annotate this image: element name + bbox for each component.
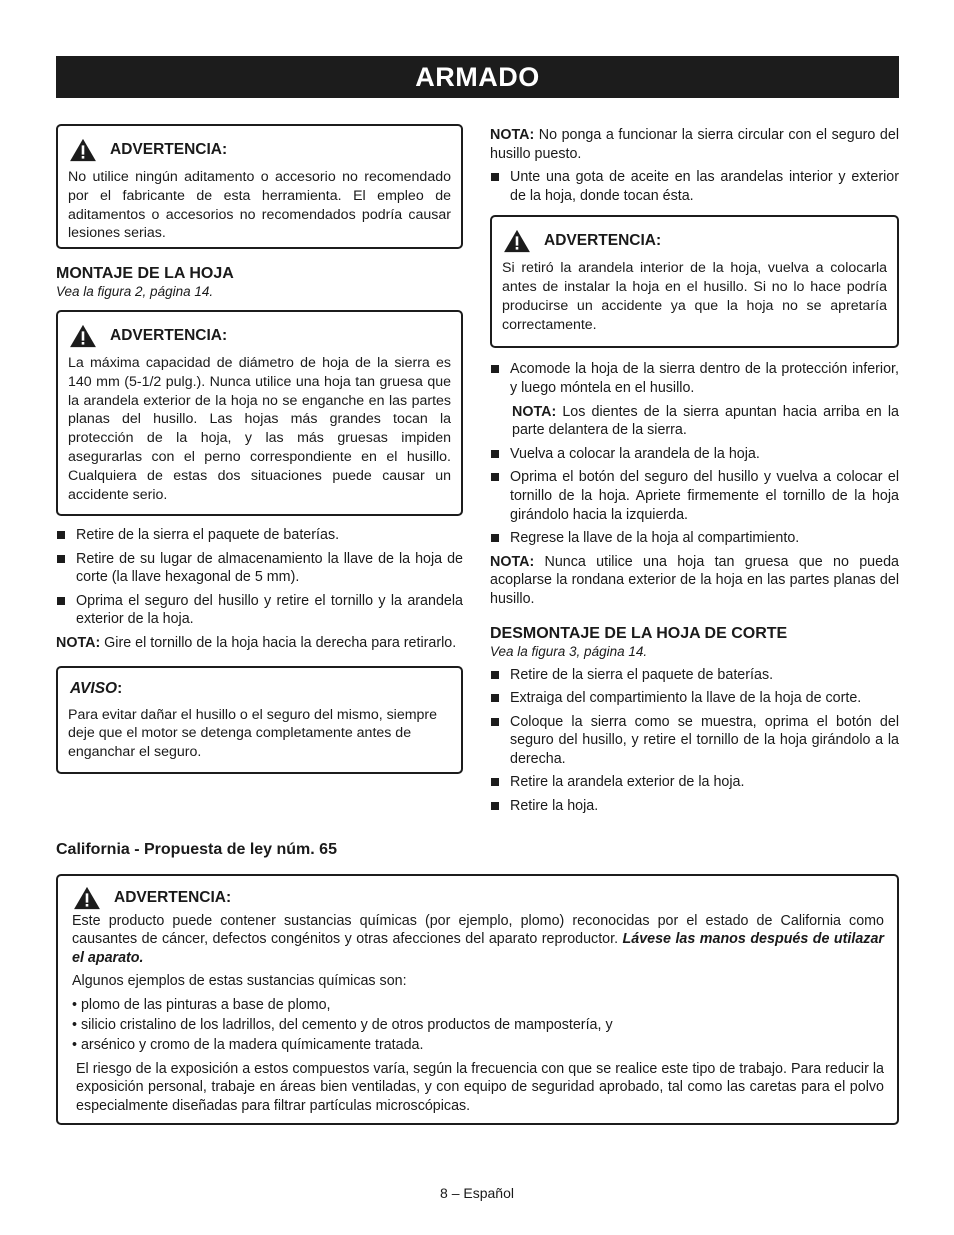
california-paragraph (72, 912, 884, 967)
figure-reference: Vea la figura 2, página 14. (56, 284, 214, 299)
warning-title: ADVERTENCIA: (544, 232, 662, 250)
note-label: NOTA: (490, 127, 535, 143)
note-label: NOTA: (490, 553, 535, 570)
notice-title: AVISO (70, 679, 118, 697)
list-item: Coloque la sierra como se muestra, oprima el botón del seguro del husillo, y retire el tornillo de la hoja girándolo a la derecha. (490, 713, 899, 769)
california-paragraph: El riesgo de la exposición a estos compuestos varía, según la frecuencia con que se realice este tipo de trabajo. Para reducir la exposición personal, trabaje en áreas bien ventiladas, y con equipo de seguridad aprobado, tal como las caretas para el polvo especialmente diseñadas para filtrar partículas microscópicas. (76, 1060, 884, 1114)
steps-list (490, 168, 899, 205)
notice-colon: : (117, 679, 123, 697)
warning-box-accessories (56, 124, 463, 249)
warning-heading (502, 229, 887, 253)
warning-triangle-icon (72, 886, 102, 910)
list-item: Acomode la hoja de la sierra dentro de la protección inferior, y luego móntela en el husillo. (490, 360, 899, 397)
california-intro: Este producto puede contener sustancias químicas (por ejemplo, plomo) reconocidas por el estado de California como causantes de cáncer, defectos congénitos y otras afecciones del aparato reproductor. (72, 913, 884, 948)
warning-box-blade-capacity (56, 310, 463, 516)
california-paragraph: Algunos ejemplos de estas sustancias químicas son: (72, 973, 407, 990)
warning-title: ADVERTENCIA: (114, 889, 232, 906)
list-item: Retire de la sierra el paquete de baterías. (56, 526, 463, 545)
figure-reference: Vea la figura 3, página 14. (490, 643, 648, 659)
notice-heading (70, 680, 451, 698)
list-item: Oprima el seguro del husillo y retire el tornillo y la arandela exterior de la hoja. (56, 592, 463, 629)
list-item: Unte una gota de aceite en las arandelas interior y exterior de la hoja, donde tocan ésta. (490, 168, 899, 205)
notice-box (56, 666, 463, 774)
notice-text: Para evitar dañar el husillo o el seguro del mismo, siempre deje que el motor se detenga completamente antes de enganchar el seguro. (68, 706, 438, 761)
warning-text: No utilice ningún aditamento o accesorio no recomendado por el fabricante de esta herramienta. El empleo de aditamentos o accesorios no recomendados podría causar lesiones serias. (68, 169, 451, 242)
warning-text: Si retiró la arandela interior de la hoja, vuelva a colocarla antes de instalar la hoja en el husillo. Si no lo hace podría producirse un accidente ya que la hoja no se apretaría correctamente. (502, 260, 887, 333)
warning-text: La máxima capacidad de diámetro de hoja de la sierra es 140 mm (5-1/2 pulg.). Nunca utilice una hoja tan gruesa que la arandela exterior de la hoja no se enganche en las partes planas del husillo. Las hojas más grandes tocan la protección de la hoja, y las más gruesas impiden asegurarlas con el perno correspondiente en el husillo. Cualquiera de estas dos situaciones puede causar un accidente serio. (68, 355, 451, 503)
list-item: Retire de su lugar de almacenamiento la llave de la hoja de corte (la llave hexagonal de 5 mm). (56, 550, 463, 587)
warning-box-inner-washer (490, 215, 899, 348)
section-heading-removal: DESMONTAJE DE LA HOJA DE CORTE (490, 624, 788, 642)
warning-heading (68, 138, 451, 162)
warning-triangle-icon (68, 324, 98, 348)
steps-list (56, 526, 463, 629)
list-item: Vuelva a colocar la arandela de la hoja. (490, 445, 899, 464)
chemical-item: • plomo de las pinturas a base de plomo, (72, 996, 331, 1013)
list-item: Retire la hoja. (490, 797, 899, 816)
steps-list (490, 360, 899, 397)
note-text: Nunca utilice una hoja tan gruesa que no pueda acoplarse la rondana exterior de la hoja en las partes planas del husillo. (490, 553, 899, 607)
california-warning-text (72, 912, 884, 1115)
chemical-item: • silicio cristalino de los ladrillos, del cemento y de otros productos de mampostería, y (72, 1017, 613, 1034)
california-warning-box (56, 874, 899, 1125)
warning-triangle-icon (502, 229, 532, 253)
note-paragraph (490, 403, 899, 440)
note-text: No ponga a funcionar la sierra circular con el seguro del husillo puesto. (490, 127, 899, 162)
warning-heading (72, 886, 884, 910)
page-footer: 8 – Español (440, 1185, 514, 1201)
chemical-item: • arsénico y cromo de la madera químicamente tratada. (72, 1037, 424, 1054)
list-item: Extraiga del compartimiento la llave de la hoja de corte. (490, 689, 899, 708)
note-text: Los dientes de la sierra apuntan hacia arriba en la parte delantera de la sierra. (512, 403, 899, 439)
warning-title: ADVERTENCIA: (110, 141, 228, 158)
steps-list (490, 666, 899, 816)
right-column (490, 126, 899, 821)
left-column (56, 124, 463, 774)
list-item: Retire la arandela exterior de la hoja. (490, 773, 899, 792)
warning-triangle-icon (68, 138, 98, 162)
note-paragraph (56, 634, 463, 653)
note-paragraph (490, 553, 899, 609)
list-item: Oprima el botón del seguro del husillo y vuelva a colocar el tornillo de la hoja. Apriete firmemente el tornillo de la hoja girándolo hacia la izquierda. (490, 468, 899, 524)
note-label: NOTA: (512, 403, 557, 420)
wash-hands-notice: Lávese las manos después de utilazar el aparato. (72, 931, 884, 966)
california-heading: California - Propuesta de ley núm. 65 (56, 841, 337, 858)
warning-heading (68, 324, 451, 348)
note-text: Gire el tornillo de la hoja hacia la derecha para retirarlo. (100, 634, 457, 651)
warning-title: ADVERTENCIA: (110, 327, 228, 344)
list-item: Retire de la sierra el paquete de baterías. (490, 666, 899, 685)
section-banner: ARMADO (56, 56, 899, 98)
list-item: Regrese la llave de la hoja al compartimiento. (490, 529, 899, 548)
note-label: NOTA: (56, 634, 101, 651)
section-heading-mounting: MONTAJE DE LA HOJA (56, 265, 234, 282)
steps-list (490, 445, 899, 548)
note-paragraph (490, 126, 899, 163)
